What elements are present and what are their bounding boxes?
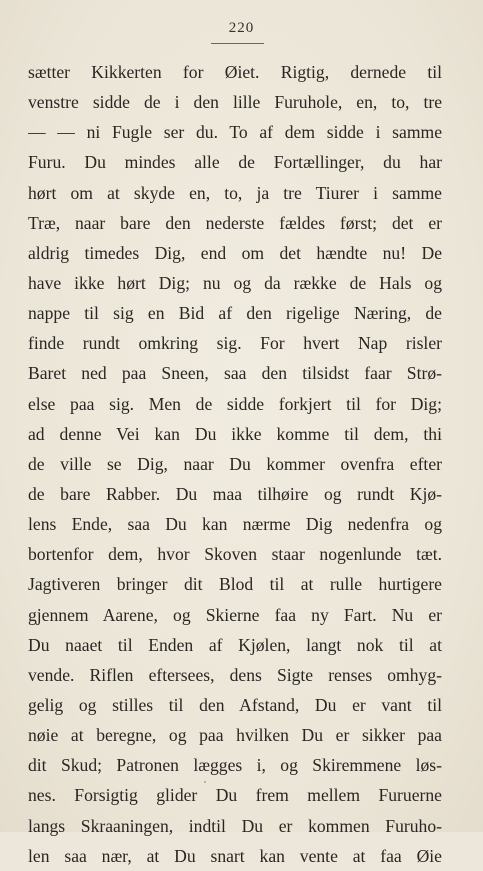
paper-speck: [204, 781, 206, 783]
text-line-26: langs Skraaningen, indtil Du er kommen Furuho-: [28, 815, 442, 836]
text-line-10: finde rundt omkring sig. For hvert Nap risler: [28, 333, 442, 354]
text-line-11: Baret ned paa Sneen, saa den tilsidst faar Strø-: [28, 363, 442, 384]
text-line-20: Du naaet til Enden af Kjølen, langt nok til at: [28, 634, 442, 655]
text-line-1: sætter Kikkerten for Øiet. Rigtig, dernede til: [28, 62, 442, 82]
text-line-6: Træ, naar bare den nederste fældes først; det er: [28, 212, 442, 233]
text-line-21: vende. Riflen eftersees, dens Sigte renses omhyg-: [28, 664, 442, 685]
text-line-4: Furu. Du mindes alle de Fortællinger, du har: [28, 152, 442, 173]
text-line-14: de ville se Dig, naar Du kommer ovenfra efter: [28, 453, 442, 474]
text-line-5: hørt om at skyde en, to, ja tre Tiurer i samme: [28, 182, 442, 203]
page-number-rule: [211, 43, 264, 44]
text-line-3: — — ni Fugle ser du. To af dem sidde i samme: [28, 122, 442, 143]
text-line-22: gelig og stilles til den Afstand, Du er vant til: [28, 694, 442, 715]
text-line-2: venstre sidde de i den lille Furuhole, en, to, tre: [28, 92, 442, 113]
text-line-7: aldrig timedes Dig, end om det hændte nu! De: [28, 242, 442, 263]
text-line-13: ad denne Vei kan Du ikke komme til dem, thi: [28, 423, 442, 444]
text-line-16: lens Ende, saa Du kan nærme Dig nedenfra og: [28, 514, 442, 535]
text-line-8: have ikke hørt Dig; nu og da række de Hals og: [28, 272, 442, 293]
page-number: 220: [228, 20, 255, 36]
text-line-24: dit Skud; Patronen lægges i, og Skiremmene løs-: [28, 755, 442, 776]
text-line-27: len saa nær, at Du snart kan vente at faa Øie: [28, 845, 442, 866]
text-line-23: nøie at beregne, og paa hvilken Du er sikker paa: [28, 725, 442, 746]
text-line-9: nappe til sig en Bid af den rigelige Næring, de: [28, 303, 442, 324]
text-line-17: bortenfor dem, hvor Skoven staar nogenlunde tæt.: [28, 544, 442, 565]
text-line-25: nes. Forsigtig glider Du frem mellem Furuerne: [28, 785, 442, 806]
text-line-15: de bare Rabber. Du maa tilhøire og rundt Kjø-: [28, 483, 442, 504]
text-line-12: else paa sig. Men de sidde forkjert til for Dig;: [28, 393, 442, 414]
body-text: [28, 57, 442, 871]
text-line-18: Jagtiveren bringer dit Blod til at rulle hurtigere: [28, 574, 442, 595]
text-line-19: gjennem Aarene, og Skierne faa ny Fart. Nu er: [28, 604, 442, 625]
